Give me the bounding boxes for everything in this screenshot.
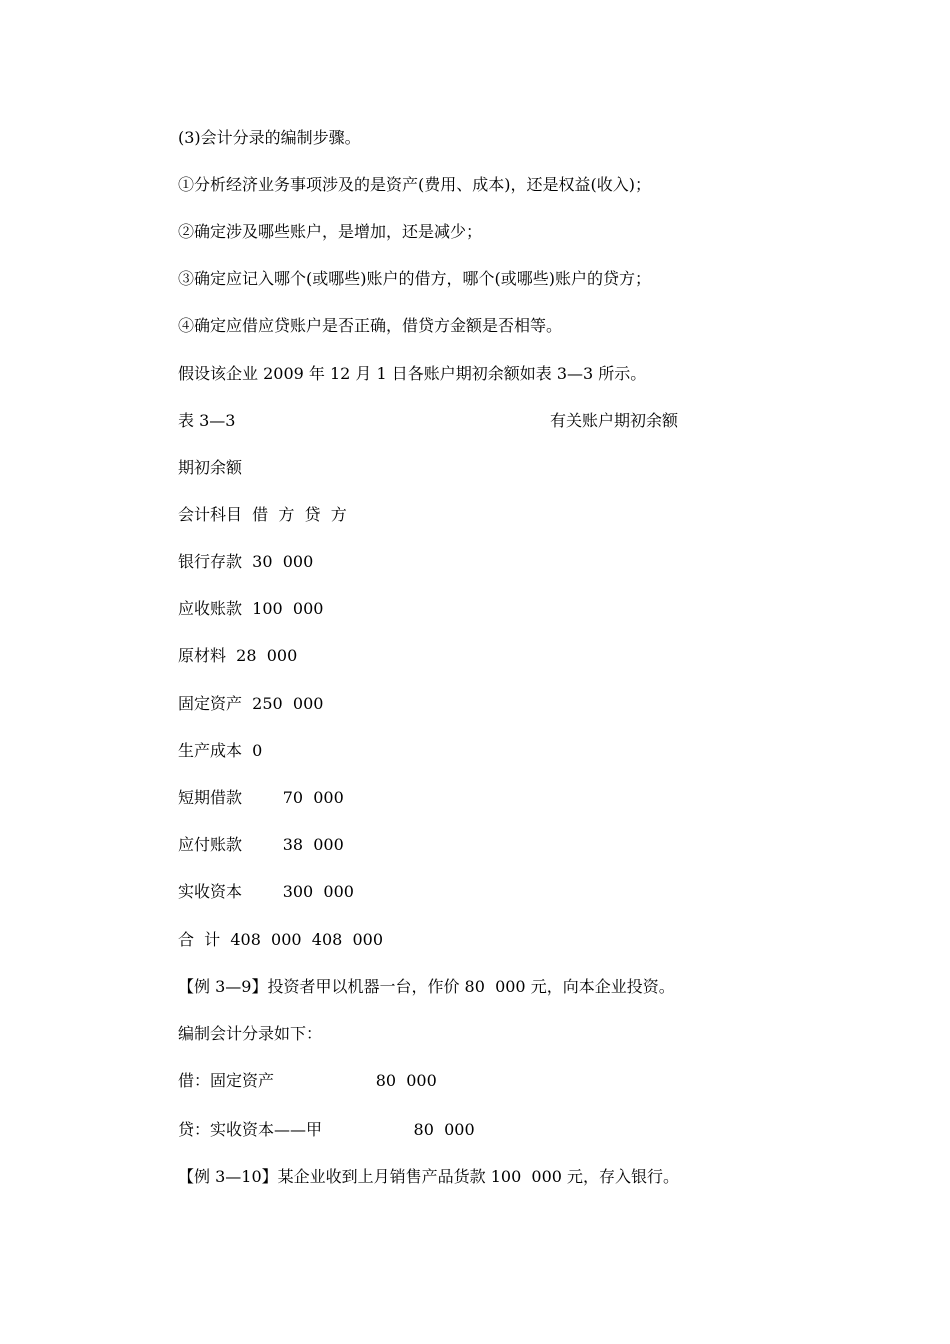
intro-sentence: 假设该企业 2009 年 12 月 1 日各账户期初余额如表 3—3 所示。 [178,364,647,383]
table-title: 有关账户期初余额 [550,411,679,430]
example-3-9: 【例 3—9】投资者甲以机器一台，作价 80 000 元，向本企业投资。 [178,977,675,996]
example-3-10: 【例 3—10】某企业收到上月销售产品货款 100 000 元，存入银行。 [178,1167,680,1186]
table-header-balance: 期初余额 [178,458,243,477]
table-row: 生产成本 0 [178,741,263,760]
table-row: 银行存款 30 000 [178,552,314,571]
step-2: ②确定涉及哪些账户，是增加，还是减少； [178,222,483,241]
table-row: 固定资产 250 000 [178,694,324,713]
table-header-columns: 会计科目 借 方 贷 方 [178,505,347,524]
journal-intro: 编制会计分录如下： [178,1024,323,1043]
step-heading: (3)会计分录的编制步骤。 [178,128,361,147]
table-row: 短期借款 70 000 [178,788,344,807]
table-row: 应付账款 38 000 [178,835,344,854]
journal-debit: 借：固定资产 80 000 [178,1071,437,1090]
step-4: ④确定应借应贷账户是否正确，借贷方金额是否相等。 [178,316,563,335]
step-1: ①分析经济业务事项涉及的是资产(费用、成本)，还是权益(收入)； [178,175,651,194]
step-3: ③确定应记入哪个(或哪些)账户的借方，哪个(或哪些)账户的贷方； [178,269,651,288]
table-row: 原材料 28 000 [178,646,298,665]
table-total-row: 合 计 408 000 408 000 [178,930,384,949]
table-row: 应收账款 100 000 [178,599,324,618]
table-row: 实收资本 300 000 [178,882,354,901]
journal-credit: 贷：实收资本——甲 80 000 [178,1120,475,1139]
table-number: 表 3—3 [178,411,236,430]
